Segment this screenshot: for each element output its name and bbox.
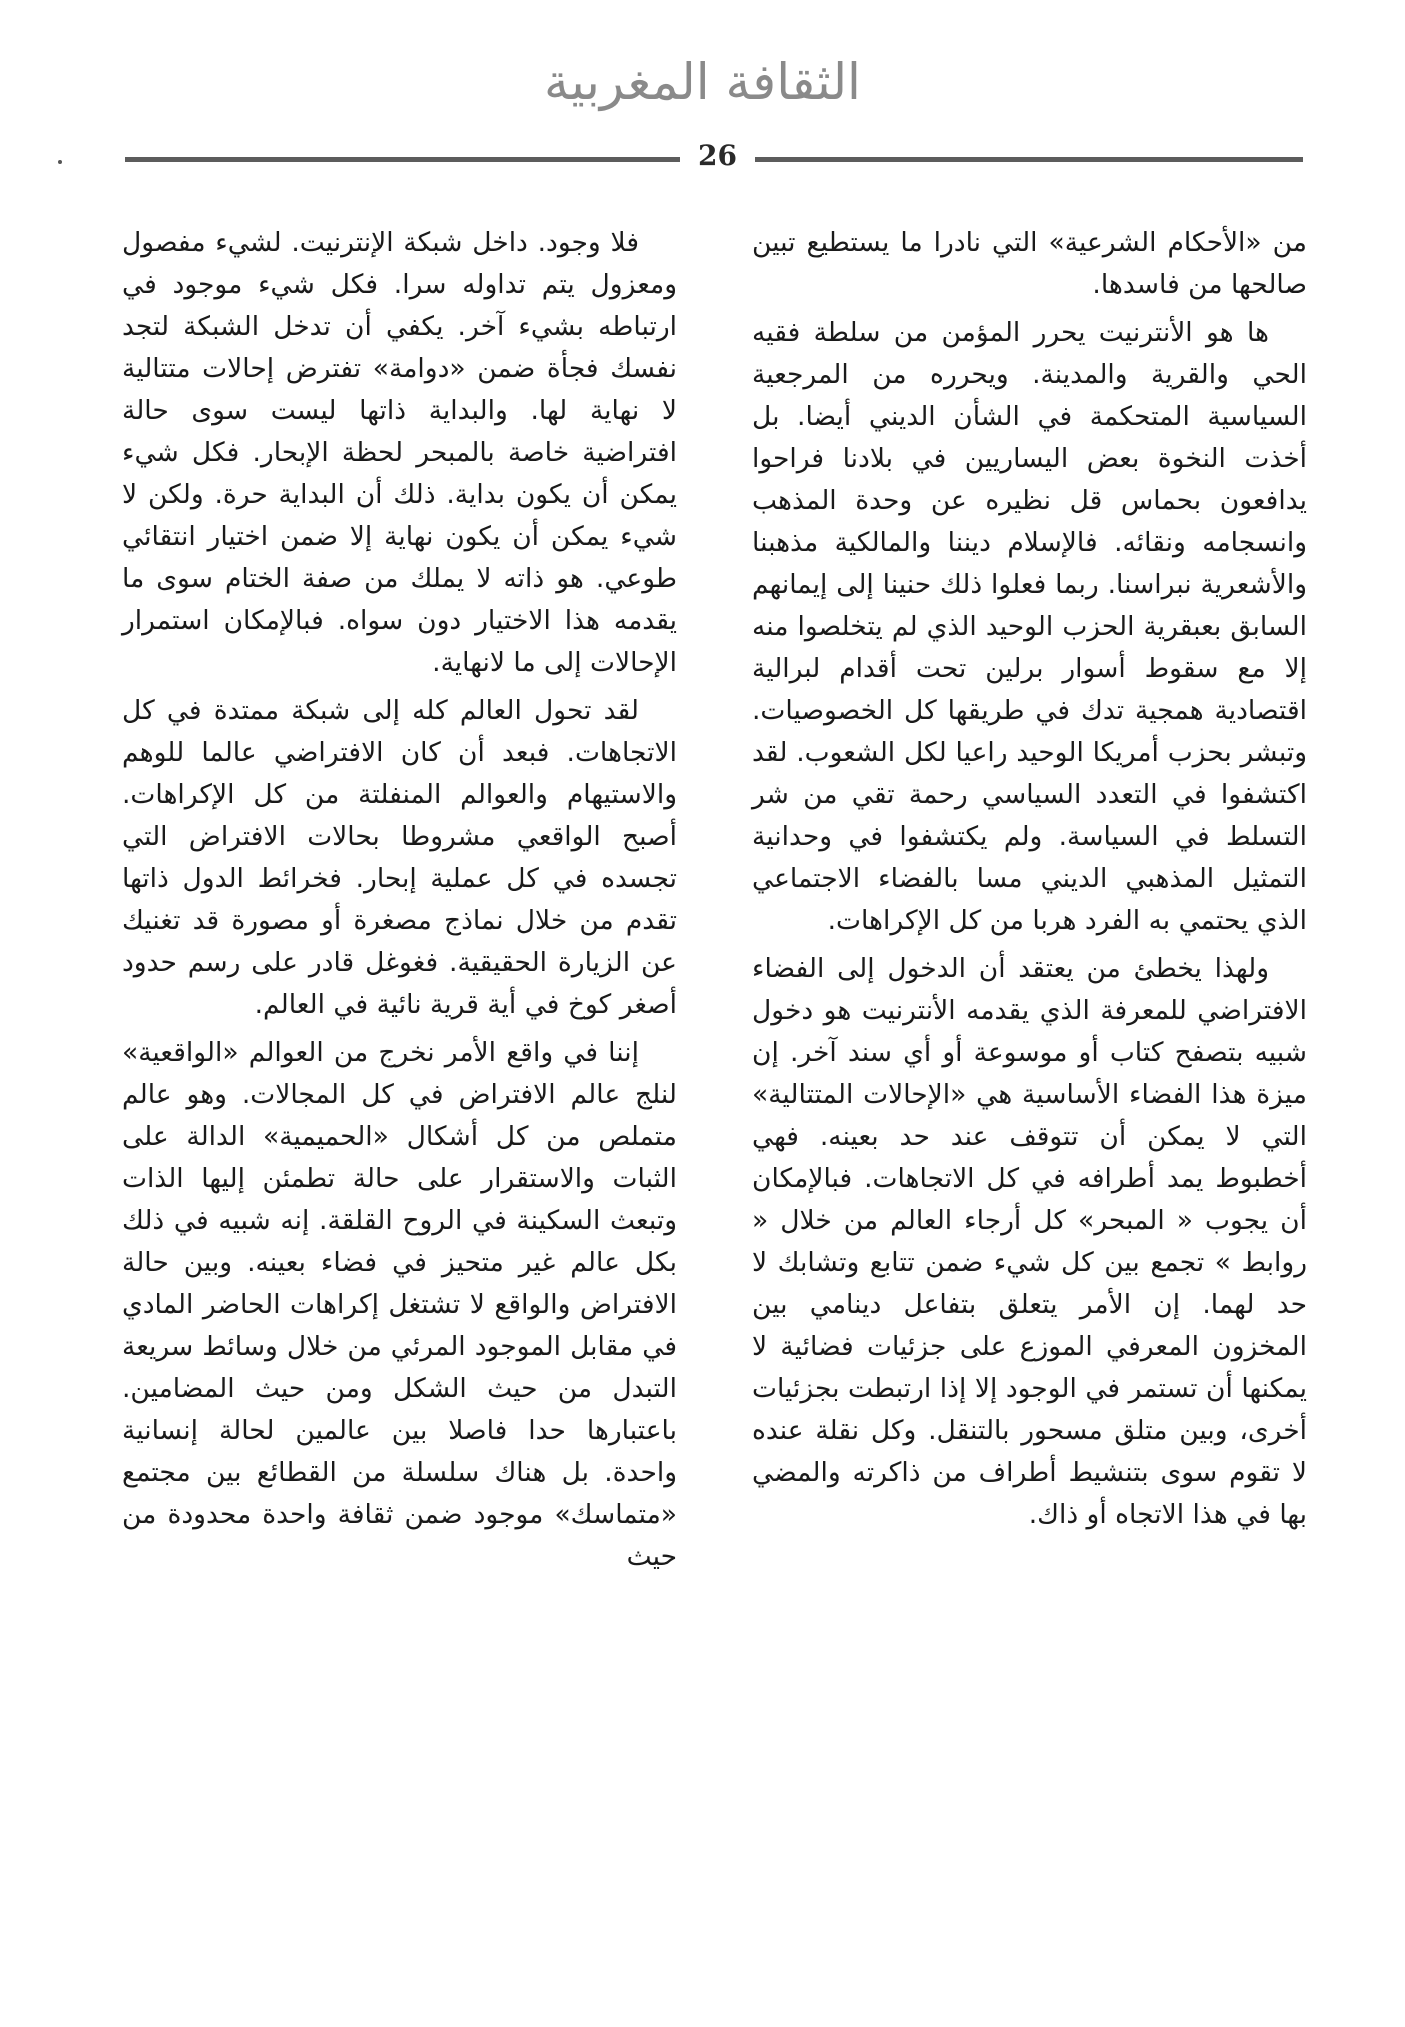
paragraph: من «الأحكام الشرعية» التي نادرا ما يستطيع تبين صالحها من فاسدها. — [752, 227, 1307, 300]
paragraph: إننا في واقع الأمر نخرج من العوالم «الواقعية» لنلج عالم الافتراض في كل المجالات. وهو عالم متملص من كل أشكال «الحميمية» الدالة على الثبات والاستقرار على حالة تطمئن إليها الذات وتبعث السكينة في الروح القلقة. إنه شبيه في ذلك بكل عالم غير متحيز في فضاء بعينه. وبين حالة الافتراض والواقع لا تشتغل إكراهات الحاضر المادي في مقابل الموجود المرئي من خلال وسائط سريعة التبدل من حيث الشكل ومن حيث المضامين. باعتبارها حدا فاصلا بين عالمين لحالة إنسانية واحدة. بل هناك سلسلة من القطائع بين مجتمع «متماسك» موجود ضمن ثقافة واحدة محدودة من حيث — [122, 1037, 677, 1572]
journal-title: الثقافة المغربية — [544, 53, 861, 111]
paragraph: لقد تحول العالم كله إلى شبكة ممتدة في كل الاتجاهات. فبعد أن كان الافتراضي عالما للوهم والاستيهام والعوالم المنفلتة من كل الإكراهات. أصبح الواقعي مشروطا بحالات الافتراض التي تجسده في كل عملية إبحار. فخرائط الدول ذاتها تقدم من خلال نماذج مصغرة أو مصورة قد تغنيك عن الزيارة الحقيقية. فغوغل قادر على رسم حدود أصغر كوخ في أية قرية نائية في العالم. — [122, 695, 677, 1020]
article-column-left — [122, 222, 677, 1584]
header-rule-left — [125, 157, 680, 162]
article-column-right — [752, 222, 1307, 1542]
header-rule-right — [755, 157, 1303, 162]
scan-speck — [58, 160, 62, 164]
page-number: 26 — [698, 139, 737, 172]
paragraph: فلا وجود. داخل شبكة الإنترنيت. لشيء مفصول ومعزول يتم تداوله سرا. فكل شيء موجود في ارتباطه بشيء آخر. يكفي أن تدخل الشبكة لتجد نفسك فجأة ضمن «دوامة» تفترض إحالات متتالية لا نهاية لها. والبداية ذاتها ليست سوى حالة افتراضية خاصة بالمبحر لحظة الإبحار. فكل شيء يمكن أن يكون بداية. ذلك أن البداية حرة. ولكن لا شيء يمكن أن يكون نهاية إلا ضمن اختيار انتقائي طوعي. هو ذاته لا يملك من صفة الختام سوى ما يقدمه هذا الاختيار دون سواه. فبالإمكان استمرار الإحالات إلى ما لانهاية. — [122, 227, 677, 678]
paragraph: ها هو الأنترنيت يحرر المؤمن من سلطة فقيه الحي والقرية والمدينة. ويحرره من المرجعية السياسية المتحكمة في الشأن الديني أيضا. بل أخذت النخوة بعض اليساريين في بلادنا فراحوا يدافعون بحماس قل نظيره عن وحدة المذهب وانسجامه ونقائه. فالإسلام ديننا والمالكية مذهبنا والأشعرية نبراسنا. ربما فعلوا ذلك حنينا إلى إيمانهم السابق بعبقرية الحزب الوحيد الذي لم يتخلصوا منه إلا مع سقوط أسوار برلين تحت أقدام لبرالية اقتصادية همجية تدك في طريقها كل الخصوصيات. وتبشر بحزب أمريكا الوحيد راعيا لكل الشعوب. لقد اكتشفوا في التعدد السياسي رحمة تقي من شر التسلط في السياسة. ولم يكتشفوا في وحدانية التمثيل المذهبي الديني مسا بالفضاء الاجتماعي الذي يحتمي به الفرد هربا من كل الإكراهات. — [752, 317, 1307, 936]
paragraph: ولهذا يخطئ من يعتقد أن الدخول إلى الفضاء الافتراضي للمعرفة الذي يقدمه الأنترنيت هو دخول شبيه بتصفح كتاب أو موسوعة أو أي سند آخر. إن ميزة هذا الفضاء الأساسية هي «الإحالات المتتالية» التي لا يمكن أن تتوقف عند حد بعينه. فهي أخطبوط يمد أطرافه في كل الاتجاهات. فبالإمكان أن يجوب « المبحر» كل أرجاء العالم من خلال « روابط » تجمع بين كل شيء ضمن تتابع وتشابك لا حد لهما. إن الأمر يتعلق بتفاعل دينامي بين المخزون المعرفي الموزع على جزئيات فضائية لا يمكنها أن تستمر في الوجود إلا إذا ارتبطت بجزئيات أخرى، وبين متلق مسحور بالتنقل. وكل نقلة عنده لا تقوم سوى بتنشيط أطراف من ذاكرته والمضي بها في هذا الاتجاه أو ذاك. — [752, 953, 1307, 1530]
